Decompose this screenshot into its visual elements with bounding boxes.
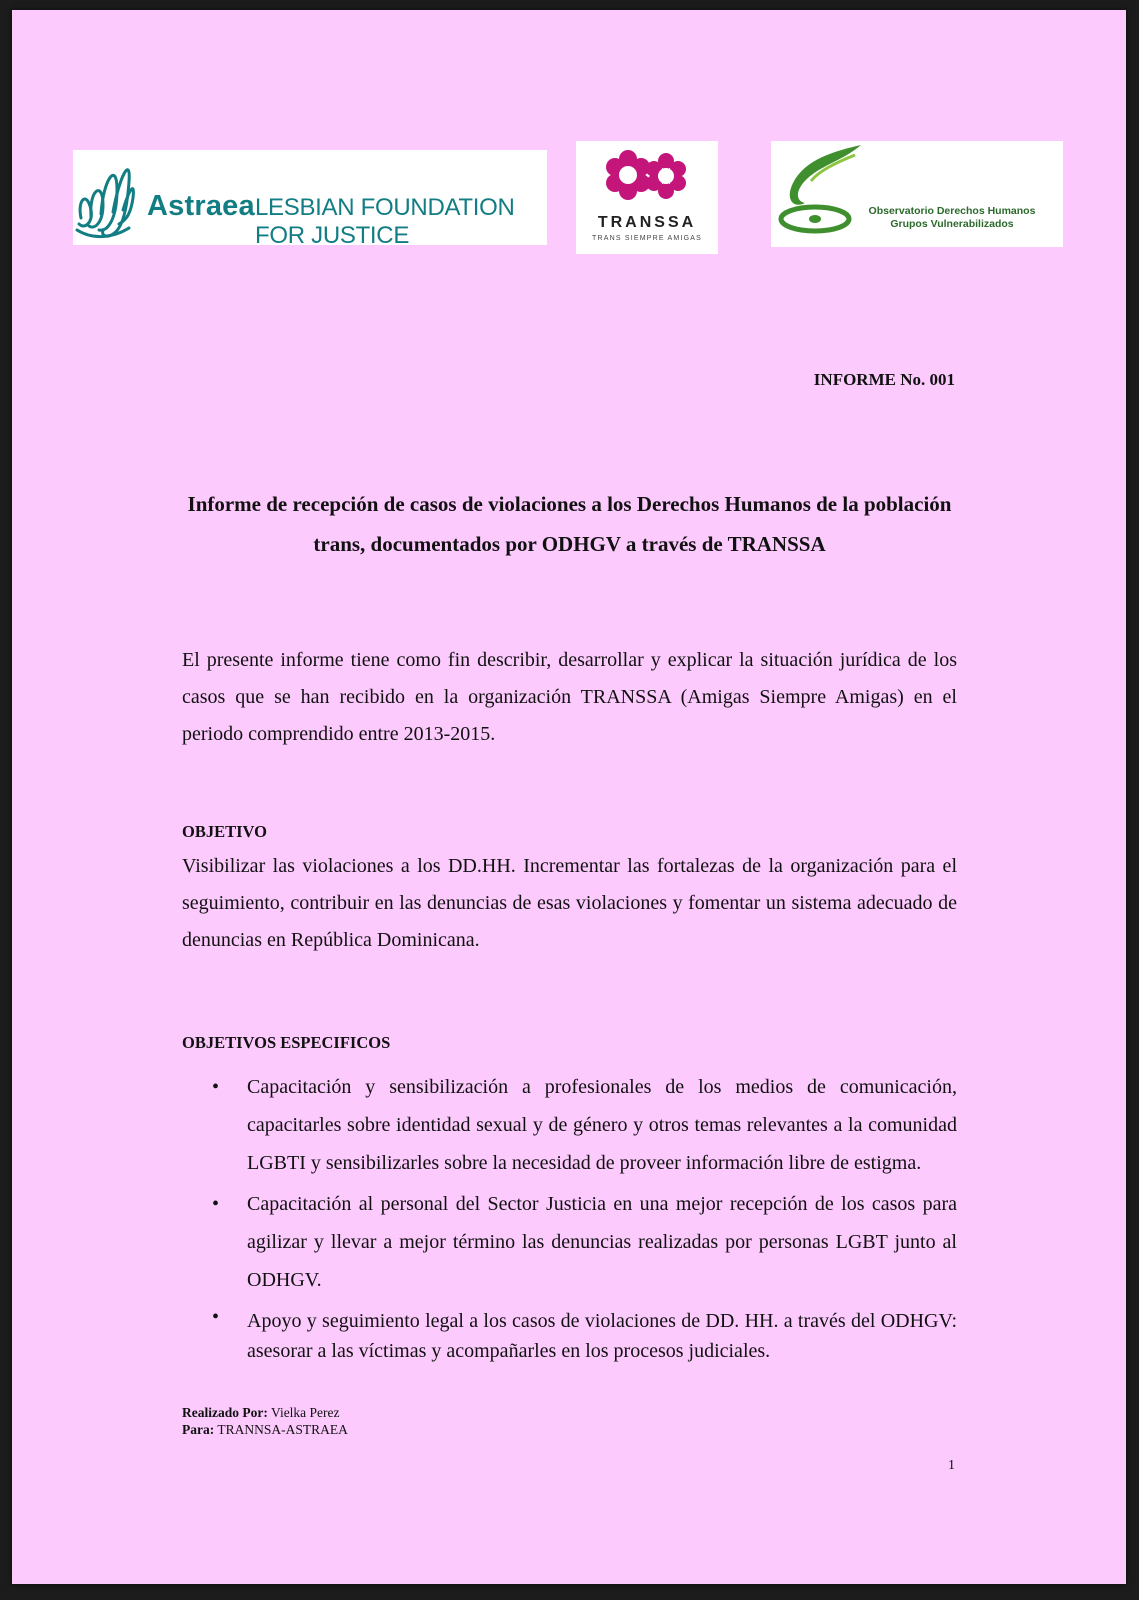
odhgv-logo	[771, 141, 1063, 247]
list-item-text: Apoyo y seguimiento legal a los casos de violaciones de DD. HH. a través del ODHGV: asesorar a las víctimas y acompañarles en los procesos judiciales.	[247, 1310, 957, 1362]
para-label: Para:	[182, 1422, 215, 1437]
odhgv-name-line2: Grupos Vulnerabilizados	[890, 218, 1014, 230]
list-item-text: Capacitación y sensibilización a profesionales de los medios de comunicación, capacitarles sobre identidad sexual y de género y otros temas relevantes a la comunidad LGBTI y sensibilizarles sobre la necesidad de proveer información libre de estigma.	[247, 1076, 957, 1174]
footer-para	[182, 1421, 348, 1438]
footer-realizado	[182, 1404, 340, 1421]
list-item-text: Capacitación al personal del Sector Justicia en una mejor recepción de los casos para agilizar y llevar a mejor término las denuncias realizadas por personas LGBT junto al ODHGV.	[247, 1193, 957, 1291]
objetivo-paragraph: Visibilizar las violaciones a los DD.HH. Incrementar las fortalezas de la organización para el seguimiento, contribuir en las denuncias de esas violaciones y fomentar un sistema adecuado de denuncias en República Dominicana.	[182, 855, 957, 951]
page-number: 1	[948, 1458, 955, 1473]
report-number: INFORME No. 001	[813, 370, 955, 389]
realizado-label: Realizado Por:	[182, 1405, 268, 1420]
document-page	[12, 10, 1126, 1584]
objetivo-heading: OBJETIVO	[182, 822, 267, 841]
objetivos-especificos-heading: OBJETIVOS ESPECIFICOS	[182, 1033, 391, 1052]
astraea-swirl-icon	[73, 150, 153, 245]
list-item	[182, 1068, 957, 1182]
para-value: TRANNSA-ASTRAEA	[217, 1422, 348, 1437]
astraea-tagline: LESBIAN FOUNDATION FOR JUSTICE	[255, 194, 515, 249]
list-item	[182, 1302, 957, 1366]
intro-paragraph: El presente informe tiene como fin describir, desarrollar y explicar la situación jurídica de los casos que se han recibido en la organización TRANSSA (Amigas Siempre Amigas) en el periodo comprendido entre 2013-2015.	[182, 649, 957, 745]
transsa-tagline: TRANS SIEMPRE AMIGAS	[592, 235, 702, 242]
transsa-logo	[576, 141, 718, 254]
transsa-flowers-icon	[602, 149, 692, 211]
objetivos-especificos-list	[182, 1068, 957, 1369]
astraea-name: Astraea	[147, 190, 255, 222]
bullet-icon: •	[212, 1076, 220, 1098]
transsa-name: TRANSSA	[597, 214, 697, 231]
document-title: Informe de recepción de casos de violaciones a los Derechos Humanos de la población trans, documentados por ODHGV a través de TRANSSA	[187, 492, 952, 556]
bullet-icon: •	[212, 1193, 220, 1215]
list-item	[182, 1185, 957, 1299]
astraea-logo	[73, 150, 547, 249]
realizado-value: Vielka Perez	[271, 1405, 340, 1420]
odhgv-name-line1: Observatorio Derechos Humanos	[868, 205, 1036, 217]
bullet-icon: •	[212, 1306, 220, 1328]
